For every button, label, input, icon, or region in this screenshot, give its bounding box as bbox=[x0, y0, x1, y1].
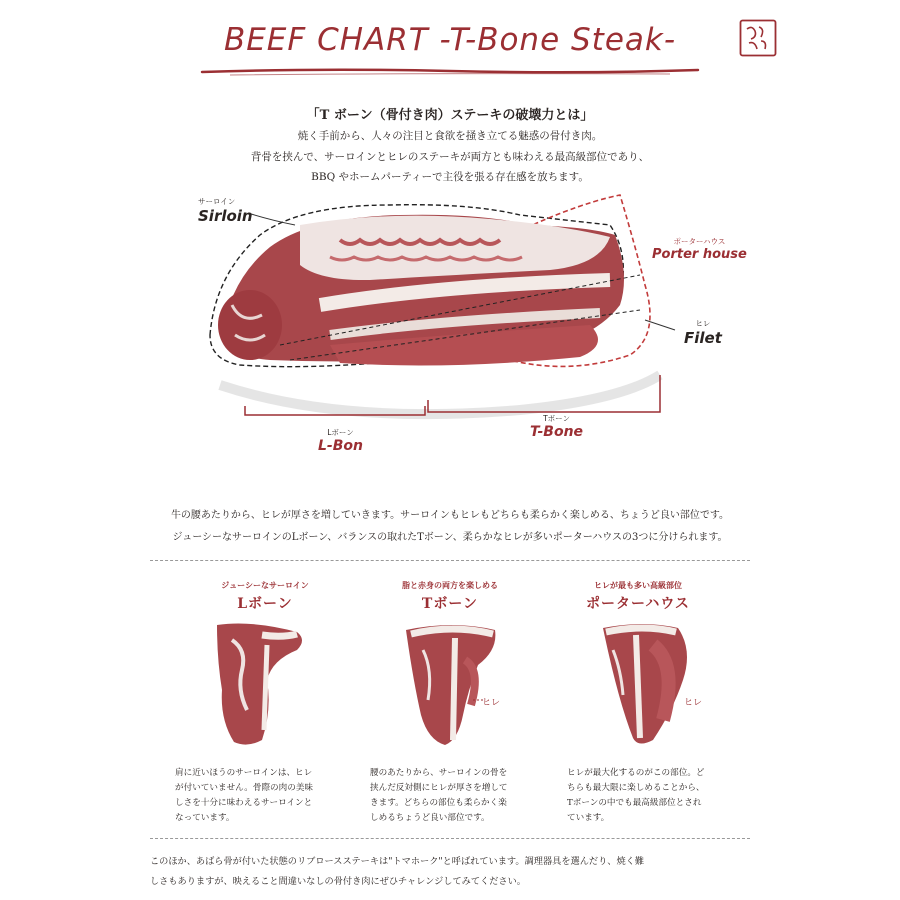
label-tbone: Tボーン T-Bone bbox=[530, 414, 584, 440]
label-lbone: Lボーン L-Bon bbox=[318, 428, 363, 454]
intro-line-3: BBQ やホームパーティーで主役を張る存在感を放ちます。 bbox=[311, 171, 589, 183]
footer-line-1: このほか、あばら骨が付いた状態のリブロースステーキは"トマホーク"と呼ばれています。調理器具を選んだり、焼く難 bbox=[150, 856, 645, 867]
intro-heading: 「T ボーン（骨付き肉）ステーキの破壊力とは」 bbox=[306, 108, 594, 123]
porterhouse-description: ヒレが最大化するのがこの部位。ど ちらも最大限に楽しめることから、 Tボーンの中でも最高級部位とされ ています。 bbox=[567, 768, 705, 823]
brand-seal-logo bbox=[739, 19, 777, 57]
label-filet: ヒレ Filet bbox=[684, 319, 722, 347]
porterhouse-steak-image bbox=[598, 620, 698, 750]
middle-line-2: ジューシーなサーロインのLボーン、バランスの取れたTボーン、柔らかなヒレが多いポーターハウスの3つに分けられます。 bbox=[172, 532, 728, 543]
lbone-description: 肩に近いほうのサーロインは、ヒレ が付いていません。骨際の肉の美味 しさを十分に味わえるサーロインと なっています。 bbox=[175, 768, 314, 823]
tbone-filet-tag: ヒレ bbox=[482, 698, 501, 708]
tbone-steak-image bbox=[403, 620, 503, 750]
middle-line-1: 牛の腰あたりから、ヒレが厚さを増していきます。サーロインもヒレもどちらも柔らかく楽しめる、ちょうど良い部位です。 bbox=[170, 510, 730, 521]
intro-line-2: 背骨を挟んで、サーロインとヒレのステーキが両方とも味わえる最高級部位であり、 bbox=[250, 151, 650, 163]
cut-porterhouse-heading: ヒレが最も多い高級部位 ポーターハウス bbox=[586, 580, 690, 612]
cut-lbone-heading: ジューシーなサーロイン Lボーン bbox=[221, 580, 309, 612]
page-title: BEEF CHART -T-Bone Steak- bbox=[223, 22, 677, 58]
divider bbox=[150, 560, 750, 562]
label-porterhouse: ポーターハウス Porter house bbox=[652, 237, 747, 262]
lbone-steak-image bbox=[212, 620, 312, 750]
title-underline bbox=[200, 66, 700, 78]
divider bbox=[150, 838, 750, 840]
section-brackets bbox=[230, 360, 680, 440]
tbone-description: 腰のあたりから、サーロインの骨を 挟んだ反対側にヒレが厚さを増して きます。どちらの部位も柔らかく楽 しめるちょうど良い部位です。 bbox=[370, 768, 508, 823]
porterhouse-filet-tag: ヒレ bbox=[684, 698, 703, 708]
cut-tbone-heading: 脂と赤身の両方を楽しめる Tボーン bbox=[402, 580, 498, 612]
footer-line-2: しさもありますが、映えること間違いなしの骨付き肉にぜひチャレンジしてみてください。 bbox=[150, 876, 526, 887]
label-sirloin: サーロイン Sirloin bbox=[198, 197, 253, 225]
intro-line-1: 焼く手前から、人々の注目と食欲を掻き立てる魅惑の骨付き肉。 bbox=[297, 130, 603, 142]
